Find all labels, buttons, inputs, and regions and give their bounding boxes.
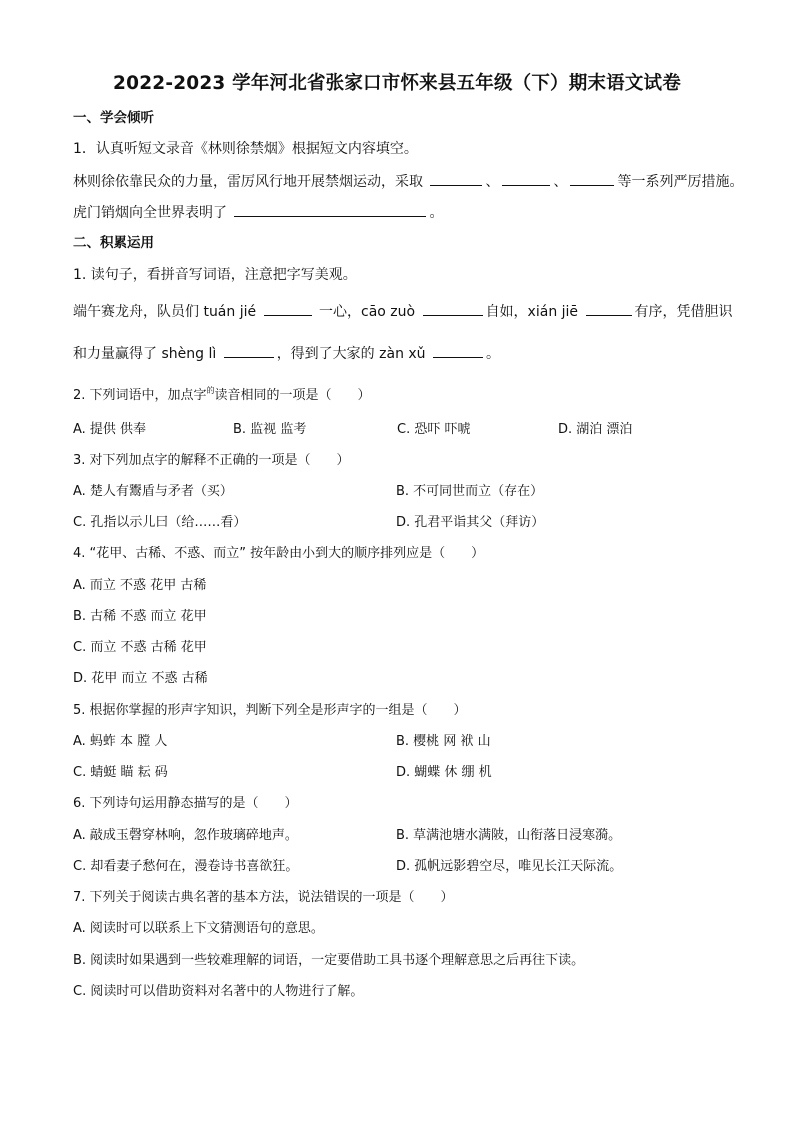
- q1-line2: [73, 173, 743, 190]
- q1-line2-text-b: 等一系列严厉措施。: [617, 174, 744, 190]
- q-pinyin-line1: [73, 303, 733, 320]
- q3-option-c[interactable]: C. 孔指以示儿曰（给……看）: [73, 515, 247, 530]
- pinyin-blank-5[interactable]: [433, 345, 483, 358]
- pinyin-blank-1[interactable]: [264, 303, 312, 316]
- q2-stem-a: 2. 下列词语中，加点字: [73, 388, 207, 403]
- q-pinyin-l1-d: 有序，凭借胆识: [634, 304, 733, 320]
- q5-option-a[interactable]: A. 蚂蚱 本 膛 人: [73, 734, 168, 749]
- q1-sep-2: 、: [553, 174, 568, 190]
- q3-option-d[interactable]: D. 孔君平诣其父（拜访）: [396, 515, 545, 530]
- q5-option-c[interactable]: C. 蜻蜓 瞄 耘 码: [73, 765, 168, 780]
- q4-option-b[interactable]: B. 古稀 不惑 而立 花甲: [73, 609, 207, 624]
- q1-line3-text-a: 虎门销烟向全世界表明了: [73, 205, 227, 221]
- pinyin-blank-3[interactable]: [586, 303, 632, 316]
- q7-option-b[interactable]: B. 阅读时如果遇到一些较难理解的词语，一定要借助工具书逐个理解意思之后再往下读。: [73, 953, 585, 968]
- q4-stem: 4. “花甲、古稀、不惑、而立” 按年龄由小到大的顺序排列应是（ ）: [73, 546, 485, 561]
- q2-stem-mark: 的: [206, 386, 215, 395]
- q-pinyin-line2: [73, 345, 500, 362]
- section-heading-accumulation: 二、积累运用: [73, 235, 154, 251]
- q-pinyin-l1-c: 自如，xián jiē: [485, 304, 579, 320]
- pinyin-blank-4[interactable]: [224, 345, 274, 358]
- q2-option-b[interactable]: B. 监视 监考: [233, 422, 307, 437]
- q7-option-a[interactable]: A. 阅读时可以联系上下文猜测语句的意思。: [73, 921, 324, 936]
- q4-option-c[interactable]: C. 而立 不惑 古稀 花甲: [73, 640, 207, 655]
- q3-option-b[interactable]: B. 不可同世而立（存在）: [396, 484, 544, 499]
- q1-line3-text-b: 。: [429, 205, 444, 221]
- q3-option-a[interactable]: A. 楚人有鬻盾与矛者（买）: [73, 484, 233, 499]
- q5-option-d[interactable]: D. 蝴蝶 休 绷 机: [396, 765, 492, 780]
- page-title: 2022-2023 学年河北省张家口市怀来县五年级（下）期末语文试卷: [113, 73, 681, 94]
- section-heading-listening: 一、学会倾听: [73, 110, 154, 126]
- q-pinyin-l1-a: 端午赛龙舟，队员们 tuán jié: [73, 304, 257, 320]
- q7-option-c[interactable]: C. 阅读时可以借助资料对名著中的人物进行了解。: [73, 984, 364, 999]
- q6-stem: 6. 下列诗句运用静态描写的是（ ）: [73, 796, 298, 811]
- q1-blank-3[interactable]: [570, 173, 614, 186]
- q4-option-d[interactable]: D. 花甲 而立 不惑 古稀: [73, 671, 208, 686]
- q6-option-c[interactable]: C. 却看妻子愁何在，漫卷诗书喜欲狂。: [73, 859, 299, 874]
- q6-option-d[interactable]: D. 孤帆远影碧空尽，唯见长江天际流。: [396, 859, 623, 874]
- q2-option-a[interactable]: A. 提供 供奉: [73, 422, 147, 437]
- q1-blank-2[interactable]: [502, 173, 550, 186]
- q-pinyin-l2-a: 和力量赢得了 shèng lì: [73, 346, 217, 362]
- q2-stem: [73, 388, 371, 405]
- q2-option-c[interactable]: C. 恐吓 吓唬: [397, 422, 471, 437]
- q1-line3: [73, 204, 443, 221]
- q2-stem-b: 读音相同的一项是（ ）: [214, 388, 371, 403]
- pinyin-blank-2[interactable]: [423, 303, 483, 316]
- q1-sep-1: 、: [485, 174, 500, 190]
- q1-stem: 1．认真听短文录音《林则徐禁烟》根据短文内容填空。: [73, 141, 418, 157]
- q1-blank-1[interactable]: [430, 173, 482, 186]
- q5-option-b[interactable]: B. 樱桃 网 袱 山: [396, 734, 491, 749]
- q6-option-b[interactable]: B. 草满池塘水满陂，山衔落日浸寒漪。: [396, 828, 622, 843]
- q4-option-a[interactable]: A. 而立 不惑 花甲 古稀: [73, 578, 207, 593]
- q5-stem: 5. 根据你掌握的形声字知识，判断下列全是形声字的一组是（ ）: [73, 703, 467, 718]
- q3-stem: 3. 对下列加点字的解释不正确的一项是（ ）: [73, 453, 350, 468]
- q-pinyin-stem: 1. 读句子，看拼音写词语，注意把字写美观。: [73, 267, 357, 283]
- q1-blank-4[interactable]: [234, 204, 426, 217]
- q2-option-d[interactable]: D. 湖泊 漂泊: [558, 422, 633, 437]
- q-pinyin-l2-c: 。: [486, 346, 500, 362]
- q-pinyin-l1-b: 一心，cāo zuò: [319, 304, 416, 320]
- q1-line2-text-a: 林则徐依靠民众的力量，雷厉风行地开展禁烟运动，采取: [73, 174, 423, 190]
- q6-option-a[interactable]: A. 敲成玉磬穿林响，忽作玻璃碎地声。: [73, 828, 298, 843]
- q-pinyin-l2-b: ，得到了大家的 zàn xǔ: [276, 346, 426, 362]
- q7-stem: 7. 下列关于阅读古典名著的基本方法，说法错误的一项是（ ）: [73, 890, 454, 905]
